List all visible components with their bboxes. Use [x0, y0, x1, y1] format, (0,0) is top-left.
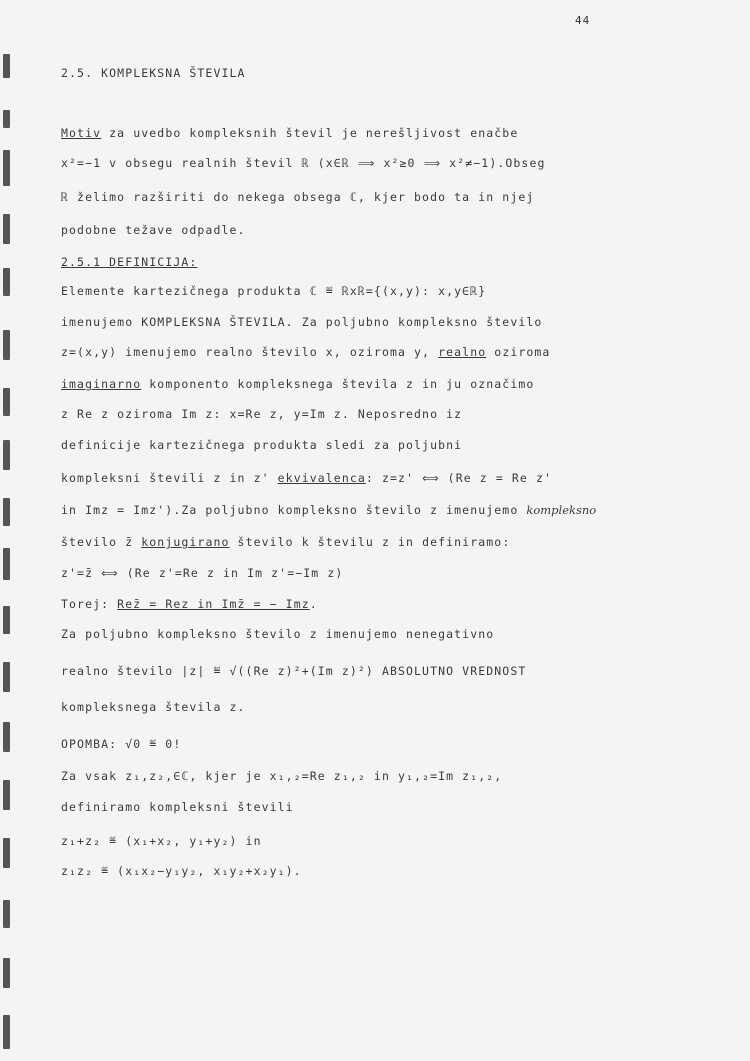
- binding-hole: [3, 330, 10, 360]
- text-line: imenujemo KOMPLEKSNA ŠTEVILA. Za poljubno kompleksno število: [61, 315, 543, 329]
- binding-hole: [3, 498, 10, 526]
- binding-hole: [3, 606, 10, 634]
- text-line: z₁z₂ ≝ (x₁x₂−y₁y₂, x₁y₂+x₂y₁).: [61, 864, 302, 878]
- underlined-term: 2.5.1 DEFINICIJA:: [61, 255, 198, 269]
- binding-hole: [3, 722, 10, 752]
- text-line: [61, 126, 518, 140]
- binding-hole: [3, 780, 10, 810]
- text-line: definicije kartezičnega produkta sledi za poljubni: [61, 438, 463, 452]
- text-line: podobne težave odpadle.: [61, 223, 246, 237]
- text-line: definiramo kompleksni števili: [61, 800, 294, 814]
- underlined-term: Rez̄ = Rez in Imz̄ = − Imz: [117, 597, 310, 611]
- underlined-term: Motiv: [61, 126, 102, 140]
- text-line: OPOMBA: √0 ≝ 0!: [61, 737, 182, 751]
- text-line: [61, 471, 552, 485]
- binding-hole: [3, 214, 10, 244]
- text-span: .: [309, 597, 318, 611]
- binding-hole: [3, 1015, 10, 1049]
- text-span: število k številu z in definiramo:: [229, 535, 511, 549]
- text-span: in Imz = Imz').Za poljubno kompleksno število z imenujemo: [61, 503, 527, 517]
- binding-hole: [3, 548, 10, 580]
- text-span: kompleksni števili z in z': [61, 471, 278, 485]
- binding-hole: [3, 54, 10, 78]
- binding-hole: [3, 110, 10, 128]
- text-span: : z=z' ⟺ (Re z = Re z': [365, 471, 552, 485]
- binding-hole: [3, 268, 10, 296]
- binding-hole: [3, 150, 10, 186]
- subsection-heading: [61, 255, 197, 269]
- text-line: z'=z̄ ⟺ (Re z'=Re z in Im z'=−Im z): [61, 566, 344, 580]
- binding-hole: [3, 900, 10, 928]
- text-line: [61, 597, 318, 611]
- binding-hole: [3, 440, 10, 470]
- text-line: [61, 535, 510, 549]
- text-line: [61, 345, 550, 359]
- text-span: število z̄: [61, 535, 142, 549]
- underlined-term: imaginarno: [61, 377, 142, 391]
- handwritten-word: kompleksno: [526, 503, 597, 517]
- binding-hole: [3, 838, 10, 868]
- text-line: Za poljubno kompleksno število z imenujemo nenegativno: [61, 627, 495, 641]
- text-line: [61, 503, 596, 517]
- text-line: Elemente kartezičnega produkta ℂ ≝ ℝxℝ={(x,y): x,y∈ℝ}: [61, 284, 487, 298]
- text-line: [61, 377, 534, 391]
- page-number: 44: [575, 14, 591, 27]
- section-title: 2.5. KOMPLEKSNA ŠTEVILA: [61, 66, 246, 80]
- binding-hole: [3, 662, 10, 692]
- text-line: z Re z oziroma Im z: x=Re z, y=Im z. Neposredno iz: [61, 407, 463, 421]
- text-span: komponento kompleksnega števila z in ju označimo: [141, 377, 535, 391]
- text-span: oziroma: [486, 345, 551, 359]
- binding-hole: [3, 388, 10, 416]
- text-line: realno število |z| ≝ √((Re z)²+(Im z)²) ABSOLUTNO VREDNOST: [61, 664, 527, 678]
- underlined-term: ekvivalenca: [277, 471, 366, 485]
- text-line: x²=−1 v obsegu realnih števil ℝ (x∈ℝ ⟹ x²≥0 ⟹ x²≠−1).Obseg: [61, 156, 546, 170]
- underlined-term: realno: [438, 345, 487, 359]
- binding-hole: [3, 958, 10, 988]
- text-span: z=(x,y) imenujemo realno število x, oziroma y,: [61, 345, 439, 359]
- text-line: kompleksnega števila z.: [61, 700, 246, 714]
- text-line: ℝ želimo razširiti do nekega obsega ℂ, kjer bodo ta in njej: [61, 190, 535, 204]
- underlined-term: konjugirano: [141, 535, 230, 549]
- text-line: Za vsak z₁,z₂,∈ℂ, kjer je x₁,₂=Re z₁,₂ in y₁,₂=Im z₁,₂,: [61, 769, 503, 783]
- text-span: Torej:: [61, 597, 118, 611]
- text-line: z₁+z₂ ≝ (x₁+x₂, y₁+y₂) in: [61, 834, 262, 848]
- binding-holes: [0, 0, 16, 1061]
- text-span: za uvedbo kompleksnih števil je nerešljivost enačbe: [101, 126, 519, 140]
